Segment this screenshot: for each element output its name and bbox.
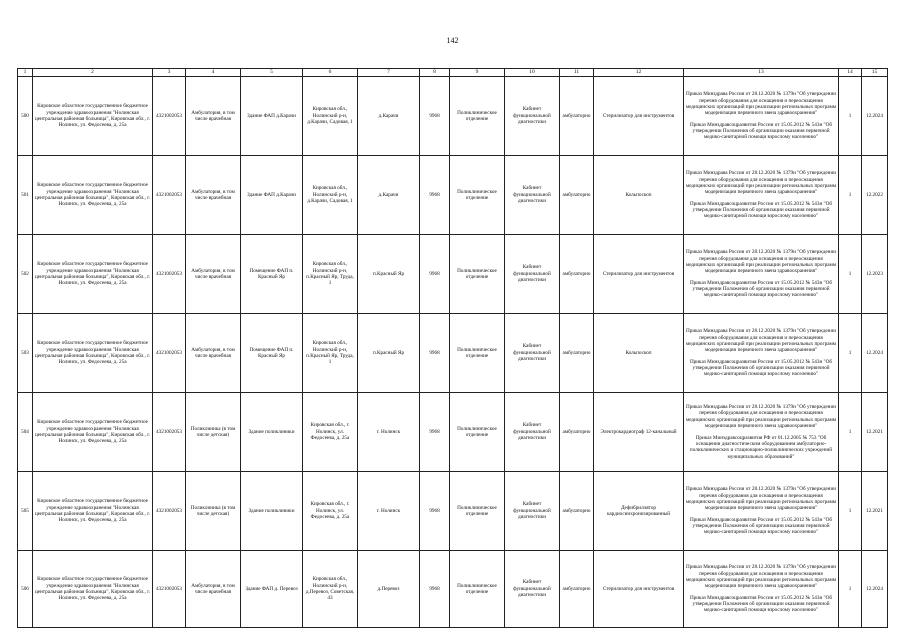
locality-cell: г. Нолинск (358, 472, 420, 551)
table-row (18, 235, 888, 314)
inn-cell: 4321002053 (153, 393, 186, 472)
column-number: 8 (420, 69, 450, 77)
building-cell: Здание ФАП д.Карачи (241, 77, 303, 156)
date-cell: 12.2024 (862, 551, 888, 628)
legal-basis-order-1: Приказ Минздрава России от 28.12.2020 № 1379н "Об утверждении перечня оборудования для оснащения и переоснащения медицинских организаций при реализации региональных программ модернизации первичного звена здравоохранения" (685, 564, 837, 590)
locality-cell: п.Красный Яр (358, 314, 420, 393)
address-cell: Кировская обл., Нолинский р-н, д.Карачи, Садовая, 1 (303, 77, 358, 156)
unit-type-cell: Амбулатория, в том числе врачебная (186, 156, 241, 235)
code-cell: 9968 (420, 77, 450, 156)
inn-cell: 4321002053 (153, 156, 186, 235)
code-cell: 9968 (420, 393, 450, 472)
address-cell: Кировская обл., г. Нолинск, ул. Федосеева, д. 25а (303, 472, 358, 551)
inn-cell: 4321002053 (153, 235, 186, 314)
column-number: 12 (594, 69, 684, 77)
organization-cell: Кировское областное государственное бюджетное учреждение здравоохранения "Нолинская центральная районная больница", Кировская обл., г. Нолинск, ул. Федосеева, д. 25а (33, 393, 153, 472)
column-number: 14 (839, 69, 862, 77)
legal-basis-order-1: Приказ Минздрава России от 28.12.2020 № 1379н "Об утверждении перечня оборудования для оснащения и переоснащения медицинских организаций при реализации региональных программ модернизации первичного звена здравоохранения" (685, 170, 837, 196)
quantity-cell: 1 (839, 393, 862, 472)
code-cell: 9968 (420, 235, 450, 314)
organization-cell: Кировское областное государственное бюджетное учреждение здравоохранения "Нолинская центральная районная больница", Кировская обл., г. Нолинск, ул. Федосеева, д. 25а (33, 472, 153, 551)
department-cell: Поликлиническое отделение (450, 156, 505, 235)
legal-basis-order-1: Приказ Минздрава России от 28.12.2020 № 1379н "Об утверждении перечня оборудования для оснащения и переоснащения медицинских организаций при реализации региональных программ модернизации первичного звена здравоохранения" (685, 328, 837, 354)
date-cell: 12.2021 (862, 393, 888, 472)
legal-basis-cell (684, 235, 839, 314)
locality-cell: г. Нолинск (358, 393, 420, 472)
care-type-cell: амбулаторно (560, 314, 594, 393)
room-cell: Кабинет функциональной диагностики (505, 393, 560, 472)
quantity-cell: 1 (839, 472, 862, 551)
column-number: 6 (303, 69, 358, 77)
inn-cell: 4321002053 (153, 314, 186, 393)
quantity-cell: 1 (839, 77, 862, 156)
building-cell: Помещение ФАП п. Красный Яр (241, 314, 303, 393)
equipment-cell: Стерилизатор для инструментов (594, 77, 684, 156)
quantity-cell: 1 (839, 551, 862, 628)
legal-basis-order-2: Приказ Минздравсоцразвития России от 15.05.2012 № 543н "Об утверждении Положения об организации оказания первичной медико-санитарной помощи взрослому населению" (689, 200, 833, 220)
legal-basis-cell (684, 156, 839, 235)
code-cell: 9968 (420, 156, 450, 235)
table-row (18, 156, 888, 235)
legal-basis-cell (684, 314, 839, 393)
department-cell: Поликлиническое отделение (450, 314, 505, 393)
care-type-cell: амбулаторно (560, 393, 594, 472)
page-number: 142 (446, 36, 459, 45)
care-type-cell: амбулаторно (560, 235, 594, 314)
quantity-cell: 1 (839, 156, 862, 235)
legal-basis-order-1: Приказ Минздрава России от 28.12.2020 № 1379н "Об утверждении перечня оборудования для оснащения и переоснащения медицинских организаций при реализации региональных программ модернизации первичного звена здравоохранения" (685, 249, 837, 275)
legal-basis-order-2: Приказ Минздравсоцразвития России от 15.05.2012 № 543н "Об утверждении Положения об организации оказания первичной медико-санитарной помощи взрослому населению" (689, 594, 833, 614)
unit-type-cell: Амбулатория, в том числе врачебная (186, 314, 241, 393)
column-number: 4 (186, 69, 241, 77)
column-number: 13 (684, 69, 839, 77)
row-number-cell: 501 (18, 156, 33, 235)
address-cell: Кировская обл., Нолинский р-н, п.Красный Яр, Труда, 1 (303, 314, 358, 393)
department-cell: Поликлиническое отделение (450, 235, 505, 314)
room-cell: Кабинет функциональной диагностики (505, 235, 560, 314)
equipment-cell: Стерилизатор для инструментов (594, 235, 684, 314)
legal-basis-order-2: Приказ Минздравсоцразвития России от 15.05.2012 № 543н "Об утверждении Положения об организации оказания первичной медико-санитарной помощи взрослому населению" (689, 358, 833, 378)
date-cell: 12.2022 (862, 156, 888, 235)
equipment-cell: Дефибриллятор кардиосинхронизированный (594, 472, 684, 551)
table-row (18, 551, 888, 628)
care-type-cell: амбулаторно (560, 77, 594, 156)
address-cell: Кировская обл., г. Нолинск, ул. Федосеева, д. 25а (303, 393, 358, 472)
equipment-cell: Кольпоскоп (594, 314, 684, 393)
organization-cell: Кировское областное государственное бюджетное учреждение здравоохранения "Нолинская центральная районная больница", Кировская обл., г. Нолинск, ул. Федосеева, д. 25а (33, 235, 153, 314)
legal-basis-cell (684, 393, 839, 472)
column-number: 7 (358, 69, 420, 77)
quantity-cell: 1 (839, 235, 862, 314)
inn-cell: 4321002053 (153, 551, 186, 628)
legal-basis-cell (684, 77, 839, 156)
unit-type-cell: Поликлиника (в том числе детская) (186, 472, 241, 551)
locality-cell: д.Карачи (358, 156, 420, 235)
organization-cell: Кировское областное государственное бюджетное учреждение здравоохранения "Нолинская центральная районная больница", Кировская обл., г. Нолинск, ул. Федосеева, д. 25а (33, 156, 153, 235)
organization-cell: Кировское областное государственное бюджетное учреждение здравоохранения "Нолинская центральная районная больница", Кировская обл., г. Нолинск, ул. Федосеева, д. 25а (33, 77, 153, 156)
room-cell: Кабинет функциональной диагностики (505, 314, 560, 393)
legal-basis-order-1: Приказ Минздрава России от 28.12.2020 № 1379н "Об утверждении перечня оборудования для оснащения и переоснащения медицинских организаций при реализации региональных программ модернизации первичного звена здравоохранения" (685, 486, 837, 512)
column-number: 2 (33, 69, 153, 77)
code-cell: 9968 (420, 551, 450, 628)
care-type-cell: амбулаторно (560, 551, 594, 628)
column-number-header-row (18, 69, 888, 77)
department-cell: Поликлиническое отделение (450, 551, 505, 628)
column-number: 3 (153, 69, 186, 77)
unit-type-cell: Амбулатория, в том числе врачебная (186, 551, 241, 628)
address-cell: Кировская обл., Нолинский р-н, д.Перевоз, Советская, 43 (303, 551, 358, 628)
date-cell: 12.2021 (862, 472, 888, 551)
room-cell: Кабинет функциональной диагностики (505, 156, 560, 235)
department-cell: Поликлиническое отделение (450, 77, 505, 156)
equipment-register-table (17, 68, 888, 628)
date-cell: 12.2024 (862, 77, 888, 156)
legal-basis-order-2: Приказ Минздравсоцразвития РФ от 01.12.2005 № 753 "Об оснащении диагностическим оборудованием амбулаторно-поликлинических и стационарно-поликлинических учреждений муниципальных образований" (689, 434, 833, 460)
legal-basis-order-1: Приказ Минздрава России от 28.12.2020 № 1379н "Об утверждении перечня оборудования для оснащения и переоснащения медицинских организаций при реализации региональных программ модернизации первичного звена здравоохранения" (685, 91, 837, 117)
row-number-cell: 500 (18, 77, 33, 156)
building-cell: Помещение ФАП п. Красный Яр (241, 235, 303, 314)
building-cell: Здание ФАП д. Перевоз (241, 551, 303, 628)
care-type-cell: амбулаторно (560, 472, 594, 551)
row-number-cell: 504 (18, 393, 33, 472)
building-cell: Здание поликлиники (241, 393, 303, 472)
column-number: 11 (560, 69, 594, 77)
department-cell: Поликлиническое отделение (450, 472, 505, 551)
locality-cell: д.Карачи (358, 77, 420, 156)
address-cell: Кировская обл., Нолинский р-н, д.Карачи, Садовая, 1 (303, 156, 358, 235)
column-number: 1 (18, 69, 33, 77)
row-number-cell: 503 (18, 314, 33, 393)
unit-type-cell: Амбулатория, в том числе врачебная (186, 77, 241, 156)
organization-cell: Кировское областное государственное бюджетное учреждение здравоохранения "Нолинская центральная районная больница", Кировская обл., г. Нолинск, ул. Федосеева, д. 25а (33, 314, 153, 393)
legal-basis-order-2: Приказ Минздравсоцразвития России от 15.05.2012 № 543н "Об утверждении Положения об организации оказания первичной медико-санитарной помощи взрослому населению" (689, 516, 833, 536)
room-cell: Кабинет функциональной диагностики (505, 77, 560, 156)
address-cell: Кировская обл., Нолинский р-н, п.Красный Яр, Труда, 1 (303, 235, 358, 314)
column-number: 15 (862, 69, 888, 77)
organization-cell: Кировское областное государственное бюджетное учреждение здравоохранения "Нолинская центральная районная больница", Кировская обл., г. Нолинск, ул. Федосеева, д. 25а (33, 551, 153, 628)
column-number: 5 (241, 69, 303, 77)
room-cell: Кабинет функциональной диагностики (505, 551, 560, 628)
locality-cell: д.Перевоз (358, 551, 420, 628)
row-number-cell: 505 (18, 472, 33, 551)
legal-basis-order-1: Приказ Минздрава России от 28.12.2020 № 1379н "Об утверждении перечня оборудования для оснащения и переоснащения медицинских организаций при реализации региональных программ модернизации первичного звена здравоохранения" (685, 404, 837, 430)
inn-cell: 4321002053 (153, 77, 186, 156)
quantity-cell: 1 (839, 314, 862, 393)
table-row (18, 472, 888, 551)
code-cell: 9968 (420, 314, 450, 393)
equipment-cell: Кольпоскоп (594, 156, 684, 235)
building-cell: Здание ФАП д.Карачи (241, 156, 303, 235)
inn-cell: 4321002053 (153, 472, 186, 551)
date-cell: 12.2023 (862, 235, 888, 314)
unit-type-cell: Поликлиника (в том числе детская) (186, 393, 241, 472)
date-cell: 12.2024 (862, 314, 888, 393)
locality-cell: п.Красный Яр (358, 235, 420, 314)
legal-basis-cell (684, 472, 839, 551)
row-number-cell: 506 (18, 551, 33, 628)
table-row (18, 393, 888, 472)
equipment-cell: Электрокардиограф 12-канальный (594, 393, 684, 472)
legal-basis-cell (684, 551, 839, 628)
row-number-cell: 502 (18, 235, 33, 314)
code-cell: 9968 (420, 472, 450, 551)
care-type-cell: амбулаторно (560, 156, 594, 235)
column-number: 10 (505, 69, 560, 77)
legal-basis-order-2: Приказ Минздравсоцразвития России от 15.05.2012 № 543н "Об утверждении Положения об организации оказания первичной медико-санитарной помощи взрослому населению" (689, 121, 833, 141)
table-row (18, 314, 888, 393)
column-number: 9 (450, 69, 505, 77)
equipment-cell: Стерилизатор для инструментов (594, 551, 684, 628)
building-cell: Здание поликлиники (241, 472, 303, 551)
room-cell: Кабинет функциональной диагностики (505, 472, 560, 551)
unit-type-cell: Амбулатория, в том числе врачебная (186, 235, 241, 314)
department-cell: Поликлиническое отделение (450, 393, 505, 472)
table-row (18, 77, 888, 156)
legal-basis-order-2: Приказ Минздравсоцразвития России от 15.05.2012 № 543н "Об утверждении Положения об организации оказания первичной медико-санитарной помощи взрослому населению" (689, 279, 833, 299)
